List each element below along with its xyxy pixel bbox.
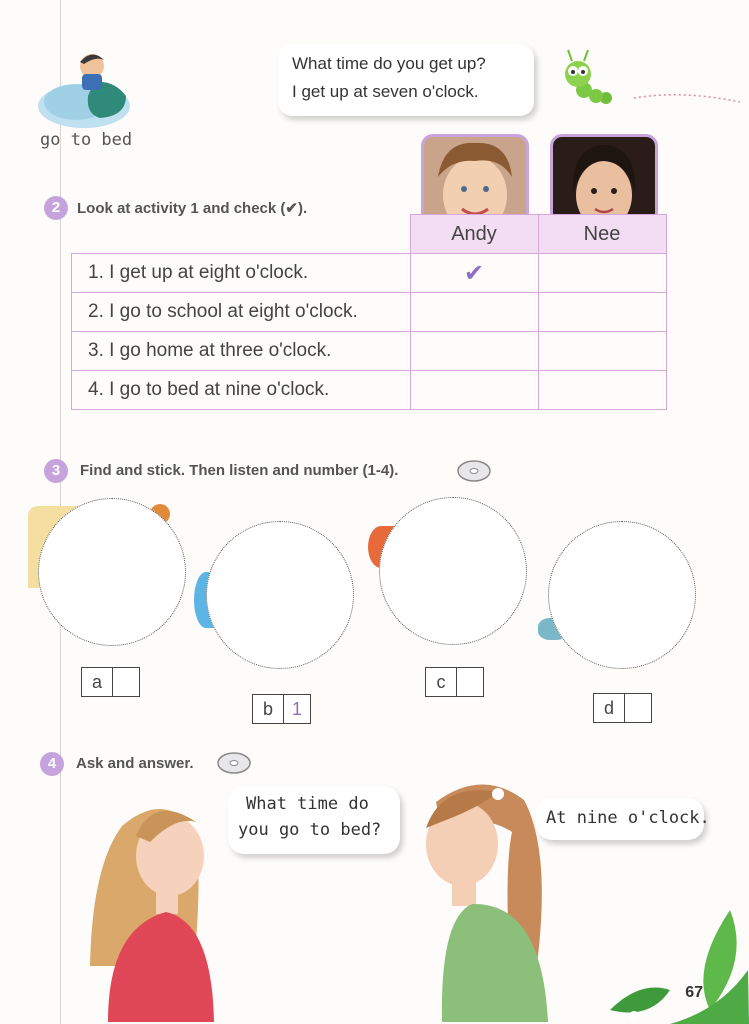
leaf-decoration (600, 900, 749, 1024)
caterpillar-mascot (558, 44, 618, 106)
sticker-circle-d[interactable] (548, 521, 696, 669)
statement-cell: 3. I go home at three o'clock. (72, 332, 411, 371)
andy-check-cell[interactable] (410, 293, 538, 332)
table-row (72, 371, 667, 410)
question-line-2: you go to bed? (238, 820, 382, 840)
cd-icon (216, 750, 252, 776)
page-number: 67 (685, 984, 703, 1001)
answer-box-d[interactable] (593, 693, 652, 723)
dotted-trail (632, 86, 744, 108)
answer-speech-bubble (536, 798, 710, 840)
nee-check-cell[interactable] (538, 371, 666, 410)
question-speech-bubble (228, 786, 400, 854)
answer-text: At nine o'clock. (546, 808, 710, 828)
section-2-title: Look at activity 1 and check (✔). (77, 200, 308, 217)
table-header-row (72, 215, 667, 254)
question-line-1: What time do (246, 794, 369, 814)
dialogue-question: What time do you get up? (292, 54, 486, 73)
andy-check-cell[interactable] (410, 332, 538, 371)
answer-box-a[interactable] (81, 667, 140, 697)
table-row (72, 332, 667, 371)
box-letter: a (82, 668, 113, 696)
andy-check-cell[interactable]: ✔ (410, 254, 538, 293)
check-table (71, 214, 667, 410)
boy-in-bed-illustration (34, 44, 134, 128)
section-4-title: Ask and answer. (76, 755, 194, 772)
column-andy: Andy (410, 215, 538, 254)
top-dialogue-bubble (278, 44, 534, 116)
column-nee: Nee (538, 215, 666, 254)
andy-check-cell[interactable] (410, 371, 538, 410)
statement-cell: 1. I get up at eight o'clock. (72, 254, 411, 293)
table-row (72, 254, 667, 293)
box-number[interactable] (625, 694, 651, 722)
go-to-bed-label: go to bed (40, 130, 133, 150)
sticker-circle-b[interactable] (206, 521, 354, 669)
sticker-circle-a[interactable] (38, 498, 186, 646)
section-3-title: Find and stick. Then listen and number (1-4). (80, 462, 399, 479)
section-3-number: 3 (44, 459, 68, 483)
box-number[interactable]: 1 (291, 699, 302, 719)
box-letter: c (426, 668, 457, 696)
section-2-number: 2 (44, 196, 68, 220)
sticker-circle-c[interactable] (379, 497, 527, 645)
statement-cell: 2. I go to school at eight o'clock. (72, 293, 411, 332)
nee-check-cell[interactable] (538, 332, 666, 371)
table-corner (72, 215, 411, 254)
box-number[interactable] (113, 668, 139, 696)
cd-icon (456, 458, 492, 484)
box-letter: d (594, 694, 625, 722)
box-number[interactable] (457, 668, 483, 696)
answer-box-c[interactable] (425, 667, 484, 697)
section-4-number: 4 (40, 752, 64, 776)
table-row (72, 293, 667, 332)
girl-asking-illustration (72, 786, 222, 1022)
nee-check-cell[interactable] (538, 293, 666, 332)
answer-box-b[interactable] (252, 694, 311, 724)
nee-check-cell[interactable] (538, 254, 666, 293)
box-letter: b (253, 695, 284, 723)
dialogue-answer: I get up at seven o'clock. (292, 82, 479, 101)
statement-cell: 4. I go to bed at nine o'clock. (72, 371, 411, 410)
